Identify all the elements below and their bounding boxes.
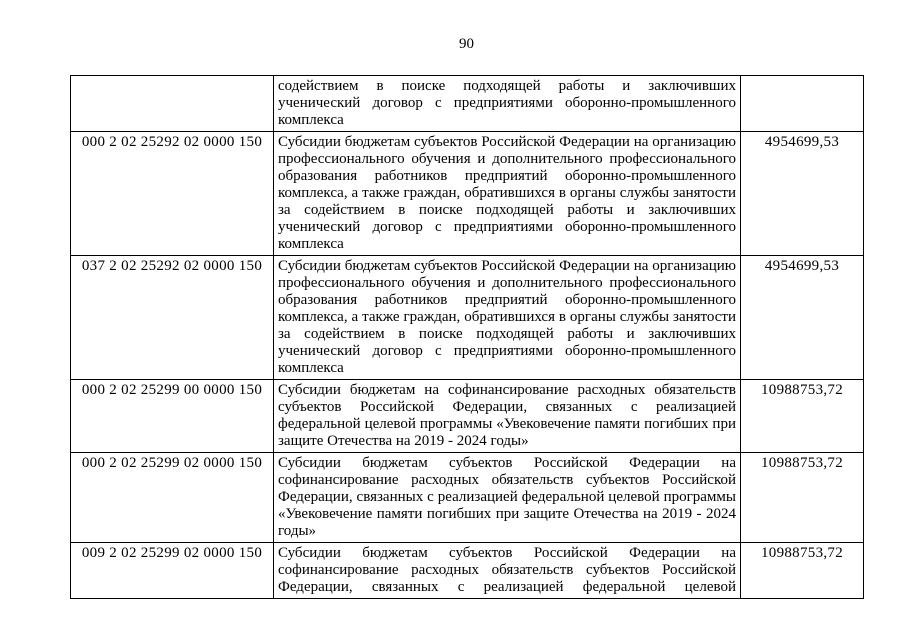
description-cell: Субсидии бюджетам субъектов Российской Федерации на организацию профессионального обучения и дополнительного профессионального образования работников предприятий оборонно-промышленного комплекса, а также граждан, обратившихся в органы службы занятости за содействием в поиске подходящей работы и заключивших ученический договор с предприятиями оборонно-промышленного комплекса [274,256,741,380]
description-cell: Субсидии бюджетам на софинансирование расходных обязательств субъектов Российской Федерации, связанных с реализацией федеральной целевой программы «Увековечение памяти погибших при защите Отечества на 2019 - 2024 годы» [274,380,741,453]
budget-table-body [71,76,864,599]
amount-cell: 10988753,72 [741,543,864,599]
code-cell [71,76,274,132]
description-cell: Субсидии бюджетам субъектов Российской Федерации на софинансирование расходных обязательств субъектов Российской Федерации, связанных с реализацией федеральной целевой [274,543,741,599]
table-row [71,380,864,453]
amount-cell: 4954699,53 [741,256,864,380]
table-row [71,256,864,380]
amount-cell: 10988753,72 [741,453,864,543]
code-cell: 037 2 02 25292 02 0000 150 [71,256,274,380]
description-cell: содействием в поиске подходящей работы и заключивших ученический договор с предприятиями оборонно-промышленного комплекса [274,76,741,132]
amount-cell: 4954699,53 [741,132,864,256]
table-row [71,453,864,543]
table-row [71,132,864,256]
description-cell: Субсидии бюджетам субъектов Российской Федерации на софинансирование расходных обязательств субъектов Российской Федерации, связанных с реализацией федеральной целевой программы «Увековечение памяти погибших при защите Отечества на 2019 - 2024 годы» [274,453,741,543]
code-cell: 000 2 02 25292 02 0000 150 [71,132,274,256]
code-cell: 000 2 02 25299 02 0000 150 [71,453,274,543]
budget-table [70,75,864,599]
table-row [71,76,864,132]
page-number: 90 [459,36,474,52]
amount-cell [741,76,864,132]
description-cell: Субсидии бюджетам субъектов Российской Федерации на организацию профессионального обучения и дополнительного профессионального образования работников предприятий оборонно-промышленного комплекса, а также граждан, обратившихся в органы службы занятости за содействием в поиске подходящей работы и заключивших ученический договор с предприятиями оборонно-промышленного комплекса [274,132,741,256]
table-row [71,543,864,599]
code-cell: 000 2 02 25299 00 0000 150 [71,380,274,453]
amount-cell: 10988753,72 [741,380,864,453]
code-cell: 009 2 02 25299 02 0000 150 [71,543,274,599]
